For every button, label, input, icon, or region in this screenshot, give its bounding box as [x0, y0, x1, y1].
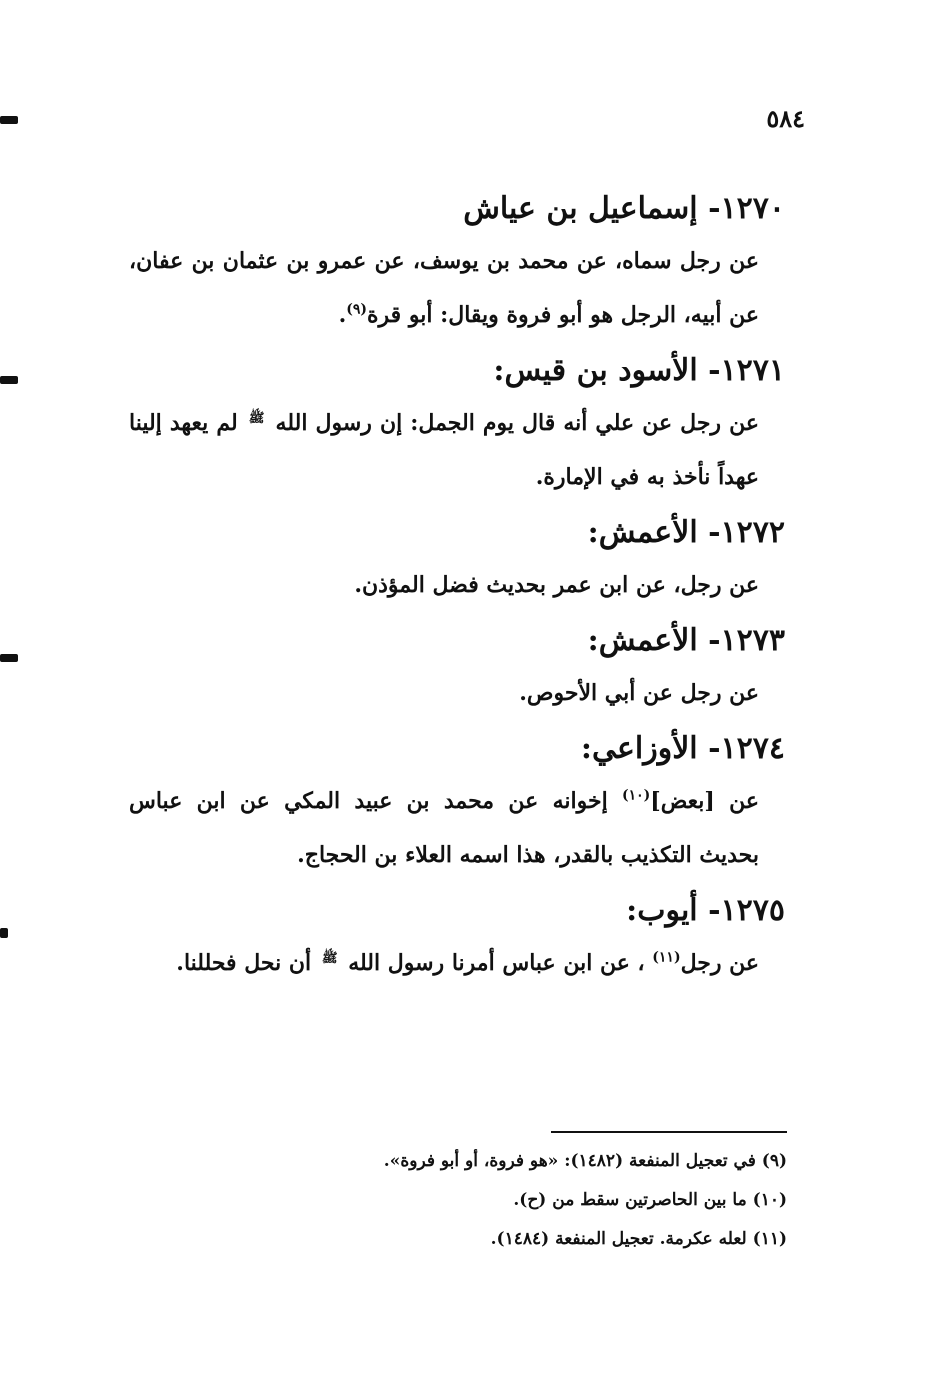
entry-text-rest: إخوانه عن محمد بن عبيد المكي عن ابن عباس بحديث التكذيب بالقدر، هذا اسمه العلاء بن الحجاج. — [129, 788, 759, 868]
page-number: ٥٨٤ — [766, 104, 805, 133]
entry-text-end: أن نحل فحللنا. — [176, 950, 312, 976]
entry-text-start: عن رجل — [680, 950, 759, 976]
footnote-9: (٩) في تعجيل المنفعة (١٤٨٢): «هو فروة، أو أبو فروة». — [383, 1151, 787, 1171]
scan-edge-mark — [0, 116, 18, 124]
entry-1271 — [129, 350, 789, 504]
entry-1272 — [129, 512, 789, 612]
entry-text: عن رجل عن أبي الأحوص. — [519, 680, 759, 706]
entry-text-mid: ، عن ابن عباس أمرنا رسول الله — [348, 950, 645, 976]
entry-text — [129, 234, 789, 342]
entry-heading: ١٢٧٣- الأعمش: — [587, 623, 785, 658]
entries-list — [129, 188, 789, 998]
footnote-ref-10[interactable]: (١٠) — [622, 787, 651, 804]
entry-text-start: عن — [729, 788, 759, 814]
entry-heading: ١٢٧٤- الأوزاعي: — [580, 731, 785, 766]
footnote-11: (١١) لعله عكرمة. تعجيل المنفعة (١٤٨٤). — [490, 1229, 787, 1249]
footnote-ref-11[interactable]: (١١) — [652, 949, 681, 966]
honorific-glyph: ﷺ — [248, 410, 265, 426]
entry-text-main: عن رجل سماه، عن محمد بن يوسف، عن عمرو بن عثمان بن عفان، عن أبيه، الرجل هو أبو فروة ويقال: أبو قرة — [129, 248, 759, 328]
footnote-10: (١٠) ما بين الحاصرتين سقط من (ح). — [513, 1190, 787, 1210]
footnotes — [267, 1142, 787, 1259]
entry-text — [129, 936, 789, 990]
scan-edge-mark — [0, 928, 8, 938]
entry-text-before: عن رجل عن علي أنه قال يوم الجمل: إن رسول الله — [275, 410, 759, 436]
bracketed-insertion: [بعض] — [650, 788, 715, 814]
honorific-glyph: ﷺ — [321, 950, 338, 966]
entry-1275 — [129, 890, 789, 990]
entry-heading: ١٢٧٠- إسماعيل بن عياش — [463, 191, 785, 226]
entry-text — [129, 396, 789, 504]
entry-1274 — [129, 728, 789, 882]
footnote-ref-9[interactable]: (٩) — [346, 301, 368, 318]
entry-text: عن رجل، عن ابن عمر بحديث فضل المؤذن. — [354, 572, 759, 598]
footnote-divider — [551, 1131, 787, 1133]
entry-1270 — [129, 188, 789, 342]
entry-1273 — [129, 620, 789, 720]
entry-text — [129, 774, 789, 882]
scan-edge-mark — [0, 654, 18, 662]
entry-text-after: لم يعهد إلينا عهداً نأخذ به في الإمارة. — [129, 410, 759, 490]
entry-heading: ١٢٧٥- أيوب: — [626, 893, 785, 928]
entry-text-tail: . — [338, 302, 347, 328]
scan-edge-mark — [0, 376, 18, 384]
entry-heading: ١٢٧٢- الأعمش: — [587, 515, 785, 550]
entry-heading: ١٢٧١- الأسود بن قيس: — [493, 353, 785, 388]
